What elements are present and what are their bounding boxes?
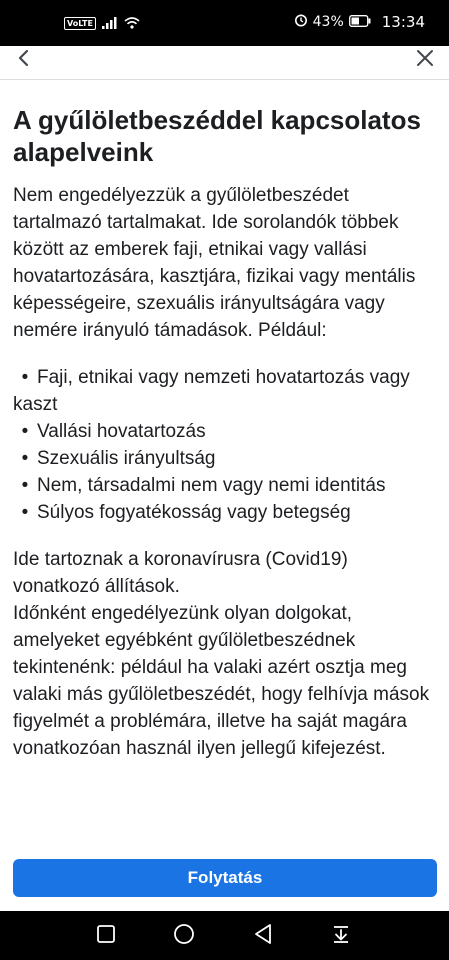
recent-apps-icon [96, 924, 116, 949]
list-item [13, 418, 437, 445]
list-item [13, 472, 437, 499]
bullet-dot: • [21, 421, 29, 442]
notification-shade-icon [331, 924, 351, 949]
close-icon [416, 49, 434, 72]
system-nav-bar [0, 911, 449, 960]
protected-characteristics-list [13, 364, 437, 526]
alarm-icon [294, 13, 308, 31]
back-icon [253, 923, 273, 950]
home-button[interactable] [171, 923, 197, 949]
system-back-button[interactable] [250, 923, 276, 949]
top-bar [0, 46, 449, 80]
list-item-text: Súlyos fogyatékosság vagy betegség [37, 502, 351, 523]
status-time: 13:34 [381, 13, 425, 31]
page-title: A gyűlöletbeszéddel kapcsolatos alapelveink [13, 105, 421, 167]
list-item-text: Szexuális irányultság [37, 448, 216, 469]
back-button[interactable] [10, 46, 38, 74]
exception-paragraph: Időnként engedélyezünk olyan dolgokat, amelyeket egyébként gyűlöletbeszédnek tekintenénk: például ha valaki azért osztja meg valaki más gyűlöletbeszédét, hogy felhívja mások figyelmét a problémára, illetve ha saját magára vonatkozóan használ ilyen jellegű kifejezést. [13, 603, 430, 759]
status-bar [0, 0, 449, 46]
battery-icon [349, 13, 371, 31]
status-right [294, 13, 425, 31]
main-content [13, 104, 437, 762]
home-icon [173, 923, 195, 950]
bullet-dot: • [21, 448, 29, 469]
close-button[interactable] [411, 46, 439, 74]
signal-icon [102, 14, 118, 33]
battery-percent: 43% [312, 14, 344, 30]
list-item [13, 445, 437, 472]
bullet-dot: • [21, 475, 29, 496]
list-item-text: Faji, etnikai vagy nemzeti hovatartozás vagy kaszt [13, 367, 410, 415]
volte-badge: VoLTE [64, 17, 96, 30]
intro-paragraph: Nem engedélyezzük a gyűlöletbeszédet tartalmazó tartalmakat. Ide sorolandók többek között az emberek faji, etnikai vagy vallási hovatartozására, kasztjára, fizikai vagy mentális képességeire, szexuális irányultságára vagy nemére irányuló támadások. Például: [13, 185, 416, 341]
covid-paragraph: Ide tartoznak a koronavírusra (Covid19) vonatkozó állítások. [13, 549, 348, 597]
list-item-text: Nem, társadalmi nem vagy nemi identitás [37, 475, 386, 496]
list-item [13, 364, 437, 418]
continue-button-label: Folytatás [187, 868, 263, 887]
bullet-dot: • [21, 502, 29, 523]
chevron-left-icon [17, 49, 31, 72]
list-item [13, 499, 437, 526]
continue-button[interactable] [13, 859, 437, 897]
recent-apps-button[interactable] [93, 923, 119, 949]
status-left [64, 14, 140, 33]
bullet-dot: • [21, 367, 29, 388]
list-item-text: Vallási hovatartozás [37, 421, 206, 442]
wifi-icon [124, 14, 140, 33]
notification-shade-button[interactable] [328, 923, 354, 949]
